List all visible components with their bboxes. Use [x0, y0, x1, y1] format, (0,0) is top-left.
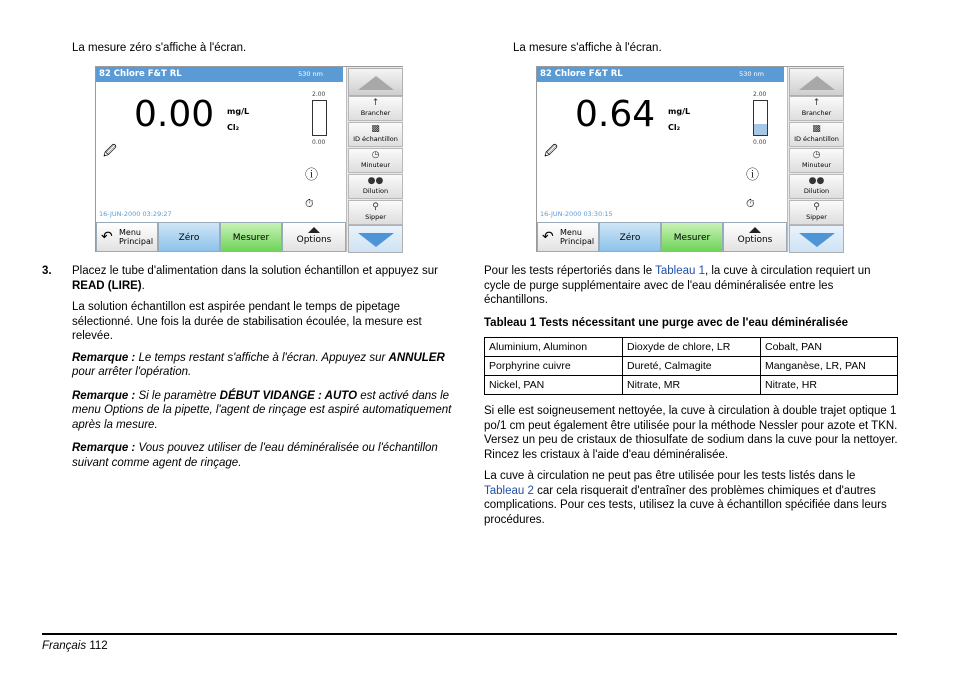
purge-tests-table — [484, 337, 898, 395]
scale-high: 2.00 — [312, 91, 326, 98]
scroll-up-button[interactable] — [348, 68, 403, 96]
clock-icon: ◷ — [812, 150, 821, 160]
scroll-down-button[interactable] — [348, 225, 403, 253]
right-column-body — [484, 404, 898, 527]
step-number: 3. — [42, 265, 52, 277]
level-bar-fill — [754, 124, 767, 135]
reading-species: Cl₂ — [227, 123, 240, 132]
arrow-up-icon — [798, 75, 836, 91]
side-button-brancher[interactable]: ↑ Brancher — [789, 96, 844, 121]
screen-title-bar — [537, 67, 784, 82]
sipper-icon: ⚲ — [813, 202, 820, 212]
table-cell: Nitrate, MR — [623, 376, 761, 395]
dilution-icon: ●● — [367, 176, 384, 186]
side-button-timer[interactable]: ◷ Minuteur — [789, 148, 844, 173]
nessler-paragraph: Si elle est soigneusement nettoyée, la cuve à circulation à double trajet optique 1 po/1 cm peut également être utilisée pour la méthode Nessler pour azote et TKN. Versez un peu de cristaux de thiosulfate de sodium dans la cuve pour la nettoyer. Rincez les cristaux à l'aide d'eau déminéralisée. — [484, 405, 898, 461]
footer-language: Français — [42, 640, 87, 652]
screen-main-area — [537, 67, 784, 222]
triangle-up-icon — [749, 227, 761, 233]
table-cell: Dureté, Calmagite — [623, 357, 761, 376]
side-toolbar — [346, 67, 403, 252]
level-bar — [312, 100, 327, 136]
table-row — [485, 357, 898, 376]
reading-species: Cl₂ — [668, 123, 681, 132]
side-button-sipper[interactable]: ⚲ Sipper — [348, 200, 403, 225]
side-button-sample-id[interactable]: ▩ ID échantillon — [789, 122, 844, 147]
date-time: 16-JUN-2000 03:29:27 — [99, 210, 172, 218]
side-toolbar — [787, 67, 844, 252]
clock-icon: ◷ — [371, 150, 380, 160]
plug-icon: ↑ — [812, 98, 821, 108]
timer-icon[interactable]: ⏱ — [746, 197, 755, 210]
reading-unit: mg/L — [668, 107, 691, 116]
timer-icon[interactable]: ⏱ — [305, 197, 314, 210]
reading-value: 0.64 — [575, 94, 656, 135]
sample-icon: ▩ — [812, 124, 821, 134]
instrument-screen-zero — [95, 66, 403, 252]
right-caption: La mesure s'affiche à l'écran. — [513, 42, 662, 54]
side-button-dilution[interactable]: ●● Dilution — [789, 174, 844, 199]
arrow-up-icon — [357, 75, 395, 91]
measure-button[interactable]: Mesurer — [661, 222, 723, 252]
info-icon[interactable]: ⓘ — [746, 168, 760, 183]
reading-value: 0.00 — [134, 94, 215, 135]
back-arrow-icon: ↶ — [101, 229, 113, 245]
scale-low: 0.00 — [312, 139, 326, 146]
screen-main-area — [96, 67, 343, 222]
instrument-screen-reading — [536, 66, 844, 252]
arrow-down-icon — [357, 232, 395, 248]
intro-paragraph: Pour les tests répertoriés dans le Tableau 1, la cuve à circulation requiert un cycle de purge supplémentaire avec de l'eau déminéralisée entre les échantillons. — [484, 265, 871, 306]
left-caption: La mesure zéro s'affiche à l'écran. — [72, 42, 247, 54]
scroll-down-button[interactable] — [789, 225, 844, 253]
page-footer — [42, 639, 108, 654]
dilution-icon: ●● — [808, 176, 825, 186]
main-menu-button[interactable]: ↶ Menu Principal — [537, 222, 599, 252]
table-cell: Dioxyde de chlore, LR — [623, 338, 761, 357]
bottom-toolbar — [537, 222, 787, 252]
wavelength: 530 nm — [298, 70, 323, 78]
edit-icon[interactable]: 🖉 — [103, 144, 117, 159]
scale-low: 0.00 — [753, 139, 767, 146]
note-1: Remarque : Le temps restant s'affiche à l'écran. Appuyez sur ANNULER pour arrêter l'opération. — [72, 351, 445, 378]
table-cell: Porphyrine cuivre — [485, 357, 623, 376]
right-column-intro — [484, 264, 898, 308]
tableau-2-paragraph: La cuve à circulation ne peut pas être utilisée pour les tests listés dans le Tableau 2 car cela risquerait d'entraîner des problèmes chimiques et d'autres complications. Pour ces tests, utilisez la cuve à échantillon spécifiée dans leurs procédures. — [484, 470, 887, 526]
program-title: 82 Chlore F&T RL — [540, 69, 623, 79]
scale-high: 2.00 — [753, 91, 767, 98]
options-button[interactable]: Options — [282, 222, 346, 252]
measure-button[interactable]: Mesurer — [220, 222, 282, 252]
main-menu-button[interactable]: ↶ Menu Principal — [96, 222, 158, 252]
table-cell: Cobalt, PAN — [761, 338, 898, 357]
screen-title-bar — [96, 67, 343, 82]
zero-button[interactable]: Zéro — [158, 222, 220, 252]
edit-icon[interactable]: 🖉 — [544, 144, 558, 159]
step-3-text — [72, 264, 452, 470]
side-button-timer[interactable]: ◷ Minuteur — [348, 148, 403, 173]
sample-icon: ▩ — [371, 124, 380, 134]
sipper-icon: ⚲ — [372, 202, 379, 212]
step-3-instruction: Placez le tube d'alimentation dans la solution échantillon et appuyez sur READ (LIRE). — [72, 265, 438, 292]
table-cell: Aluminium, Aluminon — [485, 338, 623, 357]
bottom-toolbar — [96, 222, 346, 252]
read-key: READ (LIRE) — [72, 279, 142, 292]
table-cell: Nitrate, HR — [761, 376, 898, 395]
options-button[interactable]: Options — [723, 222, 787, 252]
note-3: Remarque : Vous pouvez utiliser de l'eau déminéralisée ou l'échantillon suivant comme agent de rinçage. — [72, 442, 438, 469]
arrow-down-icon — [798, 232, 836, 248]
note-2: Remarque : Si le paramètre DÉBUT VIDANGE : AUTO est activé dans le menu Options de la pipette, l'agent de rinçage est aspiré automatiquement après la mesure. — [72, 389, 452, 431]
tableau-2-link[interactable]: Tableau 2 — [484, 484, 534, 497]
scroll-up-button[interactable] — [789, 68, 844, 96]
table-cell: Manganèse, LR, PAN — [761, 357, 898, 376]
table-row — [485, 338, 898, 357]
side-button-sipper[interactable]: ⚲ Sipper — [789, 200, 844, 225]
side-button-sample-id[interactable]: ▩ ID échantillon — [348, 122, 403, 147]
page-number: 112 — [89, 640, 108, 652]
zero-button[interactable]: Zéro — [599, 222, 661, 252]
level-bar — [753, 100, 768, 136]
step-3-paragraph: La solution échantillon est aspirée pendant le temps de pipetage sélectionné. Une fois la durée de stabilisation écoulée, la mesure est relevée. — [72, 301, 422, 342]
tableau-1-link[interactable]: Tableau 1 — [655, 265, 705, 277]
wavelength: 530 nm — [739, 70, 764, 78]
table-title: Tableau 1 Tests nécessitant une purge avec de l'eau déminéralisée — [484, 317, 849, 329]
reading-unit: mg/L — [227, 107, 250, 116]
side-button-brancher[interactable]: ↑ Brancher — [348, 96, 403, 121]
footer-rule — [42, 633, 897, 635]
side-button-dilution[interactable]: ●● Dilution — [348, 174, 403, 199]
table-cell: Nickel, PAN — [485, 376, 623, 395]
program-title: 82 Chlore F&T RL — [99, 69, 182, 79]
back-arrow-icon: ↶ — [542, 229, 554, 245]
plug-icon: ↑ — [371, 98, 380, 108]
info-icon[interactable]: ⓘ — [305, 168, 319, 183]
triangle-up-icon — [308, 227, 320, 233]
table-row — [485, 376, 898, 395]
date-time: 16-JUN-2000 03:30:15 — [540, 210, 613, 218]
